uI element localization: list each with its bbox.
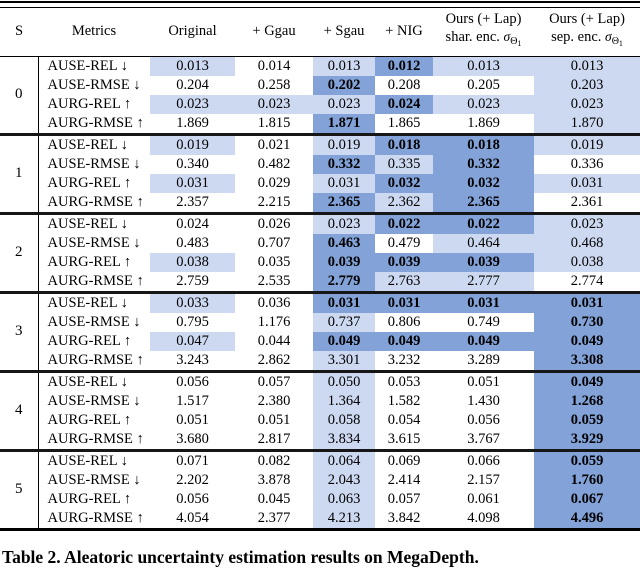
value-cell: 0.023 [534, 213, 640, 234]
value-cell: 0.039 [433, 253, 534, 272]
value-cell: 0.059 [534, 450, 640, 471]
value-cell: 1.871 [313, 114, 375, 135]
value-cell: 0.035 [257, 253, 291, 270]
value-cell: 0.204 [176, 76, 209, 93]
value-cell: 0.464 [433, 234, 534, 253]
metric-label: AURG-REL ↑ [47, 253, 132, 270]
value-cell: 3.308 [534, 351, 640, 372]
value-cell: 3.929 [534, 430, 640, 451]
value-cell: 2.414 [387, 471, 421, 488]
col-header-metrics: Metrics [71, 22, 117, 39]
value-cell: 0.058 [313, 411, 375, 430]
col-header-original: Original [168, 22, 217, 39]
table-row [0, 292, 640, 313]
value-cell: 1.865 [387, 114, 421, 131]
value-cell: 0.482 [257, 155, 291, 172]
value-cell: 2.361 [570, 193, 604, 210]
table-caption: Table 2. Aleatoric uncertainty estimation results on MegaDepth. [2, 546, 479, 567]
value-cell: 2.362 [375, 193, 433, 214]
one-subscript: 1 [517, 38, 522, 48]
value-cell: 2.817 [257, 430, 291, 447]
value-cell: 0.033 [150, 292, 235, 313]
value-cell: 0.061 [467, 490, 500, 507]
ours-shar-line1: Ours (+ Lap) [445, 10, 522, 27]
value-cell: 0.203 [534, 76, 640, 95]
table-row [0, 371, 640, 392]
value-cell: 0.022 [375, 213, 433, 234]
value-cell: 2.377 [257, 509, 291, 526]
value-cell: 2.215 [257, 193, 291, 210]
value-cell: 0.039 [375, 253, 433, 272]
s-value: 5 [0, 450, 38, 529]
metric-label: AUSE-REL ↓ [47, 57, 128, 74]
metric-label: AUSE-RMSE ↓ [47, 76, 141, 93]
sigma-symbol: σ [605, 28, 612, 44]
value-cell: 0.059 [534, 411, 640, 430]
value-cell: 0.332 [433, 155, 534, 174]
value-cell: 0.050 [313, 371, 375, 392]
value-cell: 0.021 [257, 136, 291, 153]
value-cell: 0.018 [433, 134, 534, 155]
value-cell: 4.213 [313, 509, 375, 530]
s-value: 4 [0, 371, 38, 450]
value-cell: 0.013 [313, 56, 375, 76]
value-cell: 0.049 [433, 332, 534, 351]
value-cell: 0.335 [375, 155, 433, 174]
value-cell: 2.157 [467, 471, 500, 488]
value-cell: 0.023 [433, 95, 534, 114]
value-cell: 0.051 [257, 411, 291, 428]
value-cell: 0.029 [257, 174, 291, 191]
table-row [0, 213, 640, 234]
value-cell: 0.047 [150, 332, 235, 351]
value-cell: 3.232 [387, 351, 421, 368]
value-cell: 2.380 [257, 392, 291, 409]
value-cell: 0.056 [176, 373, 209, 390]
value-cell: 2.357 [176, 193, 209, 210]
value-cell: 1.869 [176, 114, 209, 131]
value-cell: 3.680 [176, 430, 209, 447]
value-cell: 0.082 [257, 452, 291, 469]
value-cell: 0.023 [235, 95, 313, 114]
value-cell: 2.777 [433, 272, 534, 293]
value-cell: 0.795 [176, 313, 209, 330]
value-cell: 4.098 [467, 509, 500, 526]
table-row [0, 95, 640, 114]
s-value: 3 [0, 292, 38, 371]
metric-label: AURG-REL ↑ [47, 490, 132, 507]
value-cell: 0.019 [534, 134, 640, 155]
value-cell: 0.258 [257, 76, 291, 93]
value-cell: 0.463 [313, 234, 375, 253]
metric-label: AURG-RMSE ↑ [47, 193, 144, 210]
value-cell: 0.208 [387, 76, 421, 93]
value-cell: 0.049 [375, 332, 433, 351]
value-cell: 0.031 [313, 174, 375, 193]
value-cell: 0.051 [176, 411, 209, 428]
table-row [0, 411, 640, 430]
table-row [0, 450, 640, 471]
col-header-ours-shar [433, 8, 534, 57]
value-cell: 3.615 [387, 430, 421, 447]
metric-label: AURG-REL ↑ [47, 174, 132, 191]
value-cell: 0.031 [433, 292, 534, 313]
value-cell: 0.067 [534, 490, 640, 509]
metric-label: AUSE-RMSE ↓ [47, 234, 141, 251]
metric-label: AUSE-REL ↓ [47, 215, 128, 232]
value-cell: 0.053 [387, 373, 421, 390]
table-row [0, 272, 640, 293]
table-row [0, 253, 640, 272]
s-block-5 [0, 450, 640, 529]
value-cell: 0.038 [534, 253, 640, 272]
value-cell: 0.336 [570, 155, 604, 172]
value-cell: 0.205 [467, 76, 500, 93]
value-cell: 0.023 [534, 95, 640, 114]
metric-label: AUSE-RMSE ↓ [47, 471, 141, 488]
table-row [0, 392, 640, 411]
metric-label: AURG-REL ↑ [47, 95, 132, 112]
table-row [0, 193, 640, 214]
results-table [0, 8, 640, 531]
value-cell: 0.023 [313, 95, 375, 114]
value-cell: 0.730 [534, 313, 640, 332]
value-cell: 0.483 [176, 234, 209, 251]
theta-subscript: Θ [611, 35, 619, 47]
one-subscript: 1 [618, 38, 623, 48]
metric-label: AURG-REL ↑ [47, 411, 132, 428]
value-cell: 0.069 [387, 452, 421, 469]
value-cell: 0.479 [387, 234, 421, 251]
table-row [0, 313, 640, 332]
value-cell: 0.036 [257, 294, 291, 311]
value-cell: 0.066 [467, 452, 500, 469]
value-cell: 0.026 [257, 215, 291, 232]
ours-shar-line2: shar. enc. $\sigma_{\Theta 1}$ [445, 28, 522, 48]
ours-sep-line1: Ours (+ Lap) [549, 10, 625, 27]
col-header-s: S [14, 22, 24, 39]
value-cell: 1.364 [313, 392, 375, 411]
value-cell: 0.202 [313, 76, 375, 95]
value-cell: 0.013 [150, 56, 235, 76]
value-cell: 2.365 [433, 193, 534, 214]
col-header-nig: + NIG [385, 22, 423, 39]
value-cell: 0.468 [534, 234, 640, 253]
value-cell: 2.779 [313, 272, 375, 293]
value-cell: 0.071 [176, 452, 209, 469]
metric-label: AUSE-RMSE ↓ [47, 155, 141, 172]
value-cell: 0.064 [313, 450, 375, 471]
table-header [0, 8, 640, 57]
value-cell: 0.038 [150, 253, 235, 272]
value-cell: 2.202 [176, 471, 209, 488]
value-cell: 0.057 [387, 490, 421, 507]
value-cell: 0.013 [534, 56, 640, 76]
value-cell: 0.049 [534, 332, 640, 351]
metric-label: AURG-REL ↑ [47, 332, 132, 349]
table-row [0, 490, 640, 509]
value-cell: 2.862 [257, 351, 291, 368]
value-cell: 1.815 [257, 114, 291, 131]
value-cell: 0.749 [467, 313, 500, 330]
table-row [0, 234, 640, 253]
table-row [0, 76, 640, 95]
value-cell: 0.056 [467, 411, 500, 428]
value-cell: 0.019 [150, 134, 235, 155]
s-value: 0 [0, 56, 38, 134]
value-cell: 1.760 [534, 471, 640, 490]
value-cell: 3.878 [257, 471, 291, 488]
value-cell: 0.051 [467, 373, 500, 390]
s-block-1 [0, 134, 640, 213]
value-cell: 0.340 [176, 155, 209, 172]
value-cell: 0.022 [433, 213, 534, 234]
value-cell: 3.834 [313, 430, 375, 451]
value-cell: 0.031 [150, 174, 235, 193]
value-cell: 0.806 [387, 313, 421, 330]
s-block-4 [0, 371, 640, 450]
col-header-sgau: + Sgau [323, 22, 365, 39]
s-block-0 [0, 56, 640, 134]
metric-label: AURG-RMSE ↑ [47, 114, 144, 131]
value-cell: 2.774 [570, 272, 604, 289]
value-cell: 4.496 [534, 509, 640, 530]
s-block-2 [0, 213, 640, 292]
metric-label: AURG-RMSE ↑ [47, 272, 144, 289]
value-cell: 0.057 [257, 373, 291, 390]
value-cell: 2.365 [313, 193, 375, 214]
value-cell: 2.763 [375, 272, 433, 293]
value-cell: 0.737 [313, 313, 375, 332]
table-row [0, 471, 640, 490]
value-cell: 0.707 [257, 234, 291, 251]
value-cell: 0.024 [375, 95, 433, 114]
value-cell: 1.582 [387, 392, 421, 409]
sigma-symbol: σ [503, 28, 511, 44]
value-cell: 0.012 [375, 56, 433, 76]
value-cell: 0.049 [534, 371, 640, 392]
value-cell: 0.049 [313, 332, 375, 351]
col-header-ggau: + Ggau [252, 22, 296, 39]
ours-sep-line2: sep. enc. $\sigma_{\Theta 1}$ [551, 28, 623, 48]
header-row [0, 8, 640, 57]
theta-subscript: Θ [510, 35, 518, 47]
value-cell: 1.869 [467, 114, 500, 131]
table-row [0, 351, 640, 372]
table-row [0, 174, 640, 193]
value-cell: 0.032 [433, 174, 534, 193]
value-cell: 0.056 [176, 490, 209, 507]
value-cell: 1.268 [534, 392, 640, 411]
table-row [0, 509, 640, 530]
value-cell: 0.039 [313, 253, 375, 272]
value-cell: 3.301 [313, 351, 375, 372]
metric-label: AUSE-RMSE ↓ [47, 392, 141, 409]
metric-label: AURG-RMSE ↑ [47, 430, 144, 447]
value-cell: 1.517 [176, 392, 209, 409]
value-cell: 3.842 [387, 509, 421, 526]
value-cell: 0.019 [313, 134, 375, 155]
table-row [0, 56, 640, 76]
value-cell: 0.045 [257, 490, 291, 507]
value-cell: 0.044 [257, 332, 291, 349]
value-cell: 0.032 [375, 174, 433, 193]
value-cell: 1.430 [467, 392, 500, 409]
value-cell: 2.043 [313, 471, 375, 490]
value-cell: 0.024 [176, 215, 209, 232]
value-cell: 3.243 [176, 351, 209, 368]
metric-label: AUSE-REL ↓ [47, 452, 128, 469]
table-row [0, 332, 640, 351]
value-cell: 0.023 [313, 213, 375, 234]
value-cell: 2.535 [257, 272, 291, 289]
value-cell: 0.332 [313, 155, 375, 174]
value-cell: 1.870 [534, 114, 640, 135]
table-row [0, 430, 640, 451]
value-cell: 3.767 [467, 430, 500, 447]
value-cell: 0.031 [375, 292, 433, 313]
value-cell: 0.031 [313, 292, 375, 313]
table-row [0, 134, 640, 155]
metric-label: AUSE-REL ↓ [47, 136, 128, 153]
table-row [0, 155, 640, 174]
s-value: 1 [0, 134, 38, 213]
metric-label: AUSE-REL ↓ [47, 294, 128, 311]
value-cell: 1.176 [257, 313, 291, 330]
col-header-ours-sep [534, 8, 640, 57]
value-cell: 0.054 [387, 411, 421, 428]
metric-label: AUSE-REL ↓ [47, 373, 128, 390]
metric-label: AURG-RMSE ↑ [47, 351, 144, 368]
value-cell: 3.289 [467, 351, 500, 368]
s-block-3 [0, 292, 640, 371]
metric-label: AUSE-RMSE ↓ [47, 313, 141, 330]
value-cell: 0.014 [257, 57, 291, 74]
value-cell: 0.018 [375, 134, 433, 155]
value-cell: 0.063 [313, 490, 375, 509]
value-cell: 0.031 [534, 292, 640, 313]
value-cell: 0.013 [433, 56, 534, 76]
metric-label: AURG-RMSE ↑ [47, 509, 144, 526]
value-cell: 2.759 [176, 272, 209, 289]
table-row [0, 114, 640, 135]
value-cell: 0.031 [534, 174, 640, 193]
s-value: 2 [0, 213, 38, 292]
value-cell: 4.054 [176, 509, 209, 526]
value-cell: 0.023 [150, 95, 235, 114]
paper-table-figure [0, 1, 640, 568]
